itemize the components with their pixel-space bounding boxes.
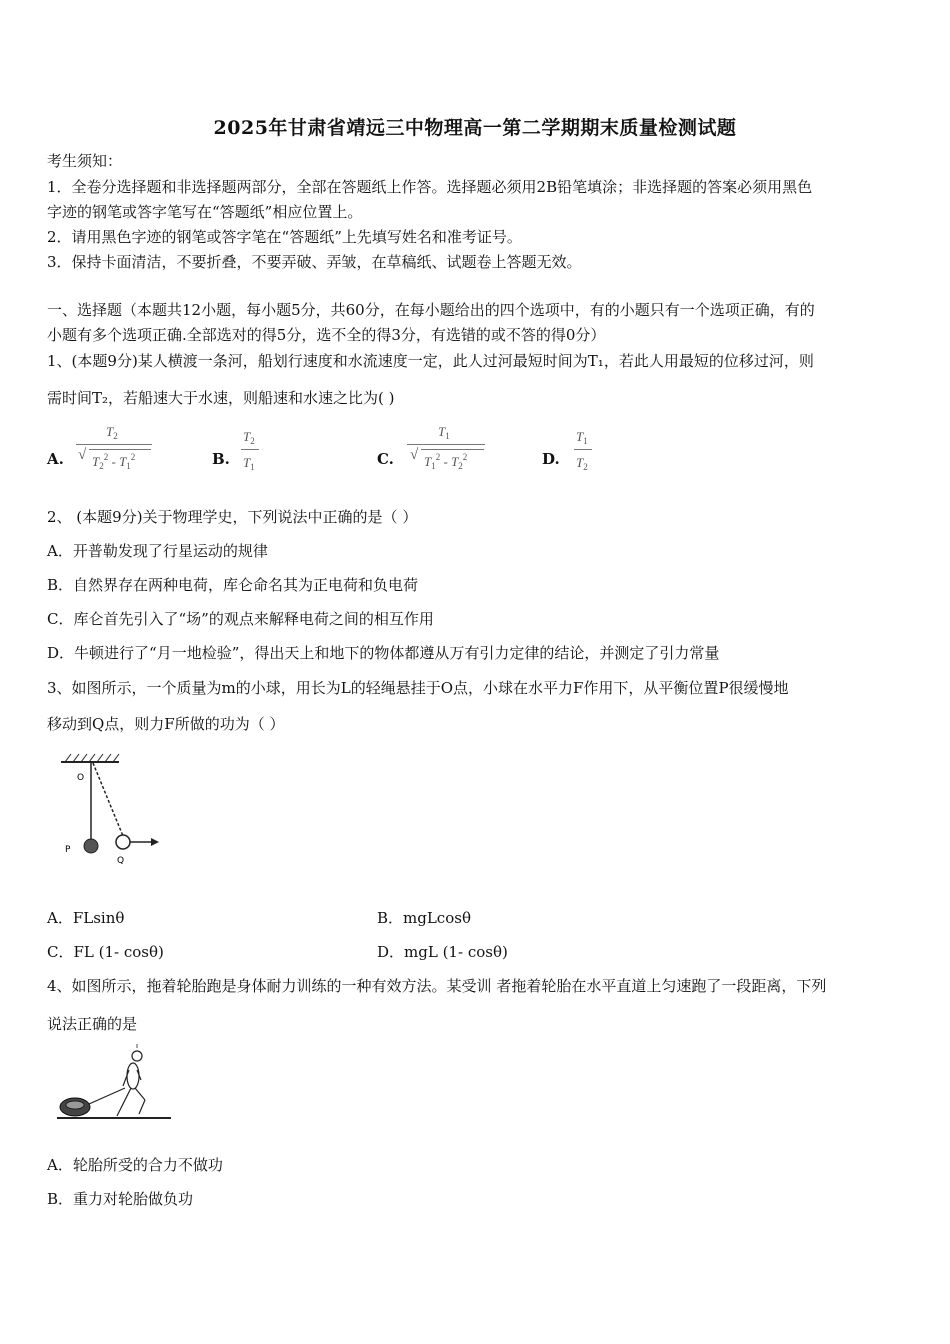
q2-option-b: B．自然界存在两种电荷，库仑命名其为正电荷和负电荷 — [47, 576, 419, 594]
q4-option-b: B．重力对轮胎做负功 — [47, 1190, 194, 1208]
notice-item: 3．保持卡面清洁，不要折叠，不要弄破、弄皱，在草稿纸、试题卷上答题无效。 — [47, 253, 582, 271]
q4-stem-cont: 说法正确的是 — [47, 1015, 138, 1033]
q2-stem: 2、 (本题9分)关于物理学史，下列说法中正确的是（ ） — [47, 508, 418, 526]
notice-heading: 考生须知： — [47, 152, 123, 170]
q4-option-a: A．轮胎所受的合力不做功 — [47, 1156, 223, 1174]
section-heading-cont: 小题有多个选项正确.全部选对的得5分，选不全的得3分，有选错的或不答的得0分） — [47, 326, 606, 344]
q1-option-d-label: D. — [542, 450, 560, 468]
pendulum-figure — [55, 752, 170, 872]
q3-stem: 3、如图所示，一个质量为m的小球，用长为L的轻绳悬挂于O点，小球在水平力F作用下，从平衡位置P很缓慢地 — [47, 679, 789, 697]
q1-stem: 1、(本题9分)某人横渡一条河，船划行速度和水流速度一定，此人过河最短时间为T₁，若此人用最短的位移过河，则 — [47, 352, 814, 370]
tire-running-figure — [55, 1042, 175, 1124]
q1-option-b-label: B. — [212, 450, 230, 468]
section-heading: 一、选择题（本题共12小题，每小题5分，共60分，在每小题给出的四个选项中，有的小题只有一个选项正确，有的 — [47, 301, 815, 319]
q1-option-a-label: A. — [47, 450, 64, 468]
q3-stem-cont: 移动到Q点，则力F所做的功为（ ） — [47, 715, 285, 733]
notice-item: 2．请用黑色字迹的钢笔或答字笔在“答题纸”上先填写姓名和准考证号。 — [47, 228, 522, 246]
label-q: Q — [117, 856, 125, 866]
label-o: O — [77, 773, 85, 783]
q4-stem: 4、如图所示，拖着轮胎跑是身体耐力训练的一种有效方法。某受训 者拖着轮胎在水平直道上匀速跑了一段距离，下列 — [47, 977, 827, 995]
label-p: P — [65, 845, 71, 855]
notice-item: 1．全卷分选择题和非选择题两部分，全部在答题纸上作答。选择题必须用2B铅笔填涂；非选择题的答案必须用黑色 — [47, 178, 813, 196]
q1-option-c-label: C. — [377, 450, 394, 468]
q2-option-d: D．牛顿进行了“月一地检验”，得出天上和地下的物体都遵从万有引力定律的结论，并测定了引力常量 — [47, 644, 720, 662]
q3-option-c: C．FL (1- cosθ) — [47, 943, 164, 961]
notice-item: 字迹的钢笔或答字笔写在“答题纸”相应位置上。 — [47, 203, 363, 221]
q3-option-a: A．FLsinθ — [47, 909, 125, 927]
q3-option-b: B．mgLcosθ — [377, 909, 471, 927]
page-title: 2025年甘肃省靖远三中物理高一第二学期期末质量检测试题 — [213, 117, 737, 139]
q1-stem-cont: 需时间T₂，若船速大于水速，则船速和水速之比为( ) — [47, 389, 395, 407]
q2-option-a: A．开普勒发现了行星运动的规律 — [47, 542, 268, 560]
q2-option-c: C．库仑首先引入了“场”的观点来解释电荷之间的相互作用 — [47, 610, 434, 628]
q3-option-d: D．mgL (1- cosθ) — [377, 943, 508, 961]
